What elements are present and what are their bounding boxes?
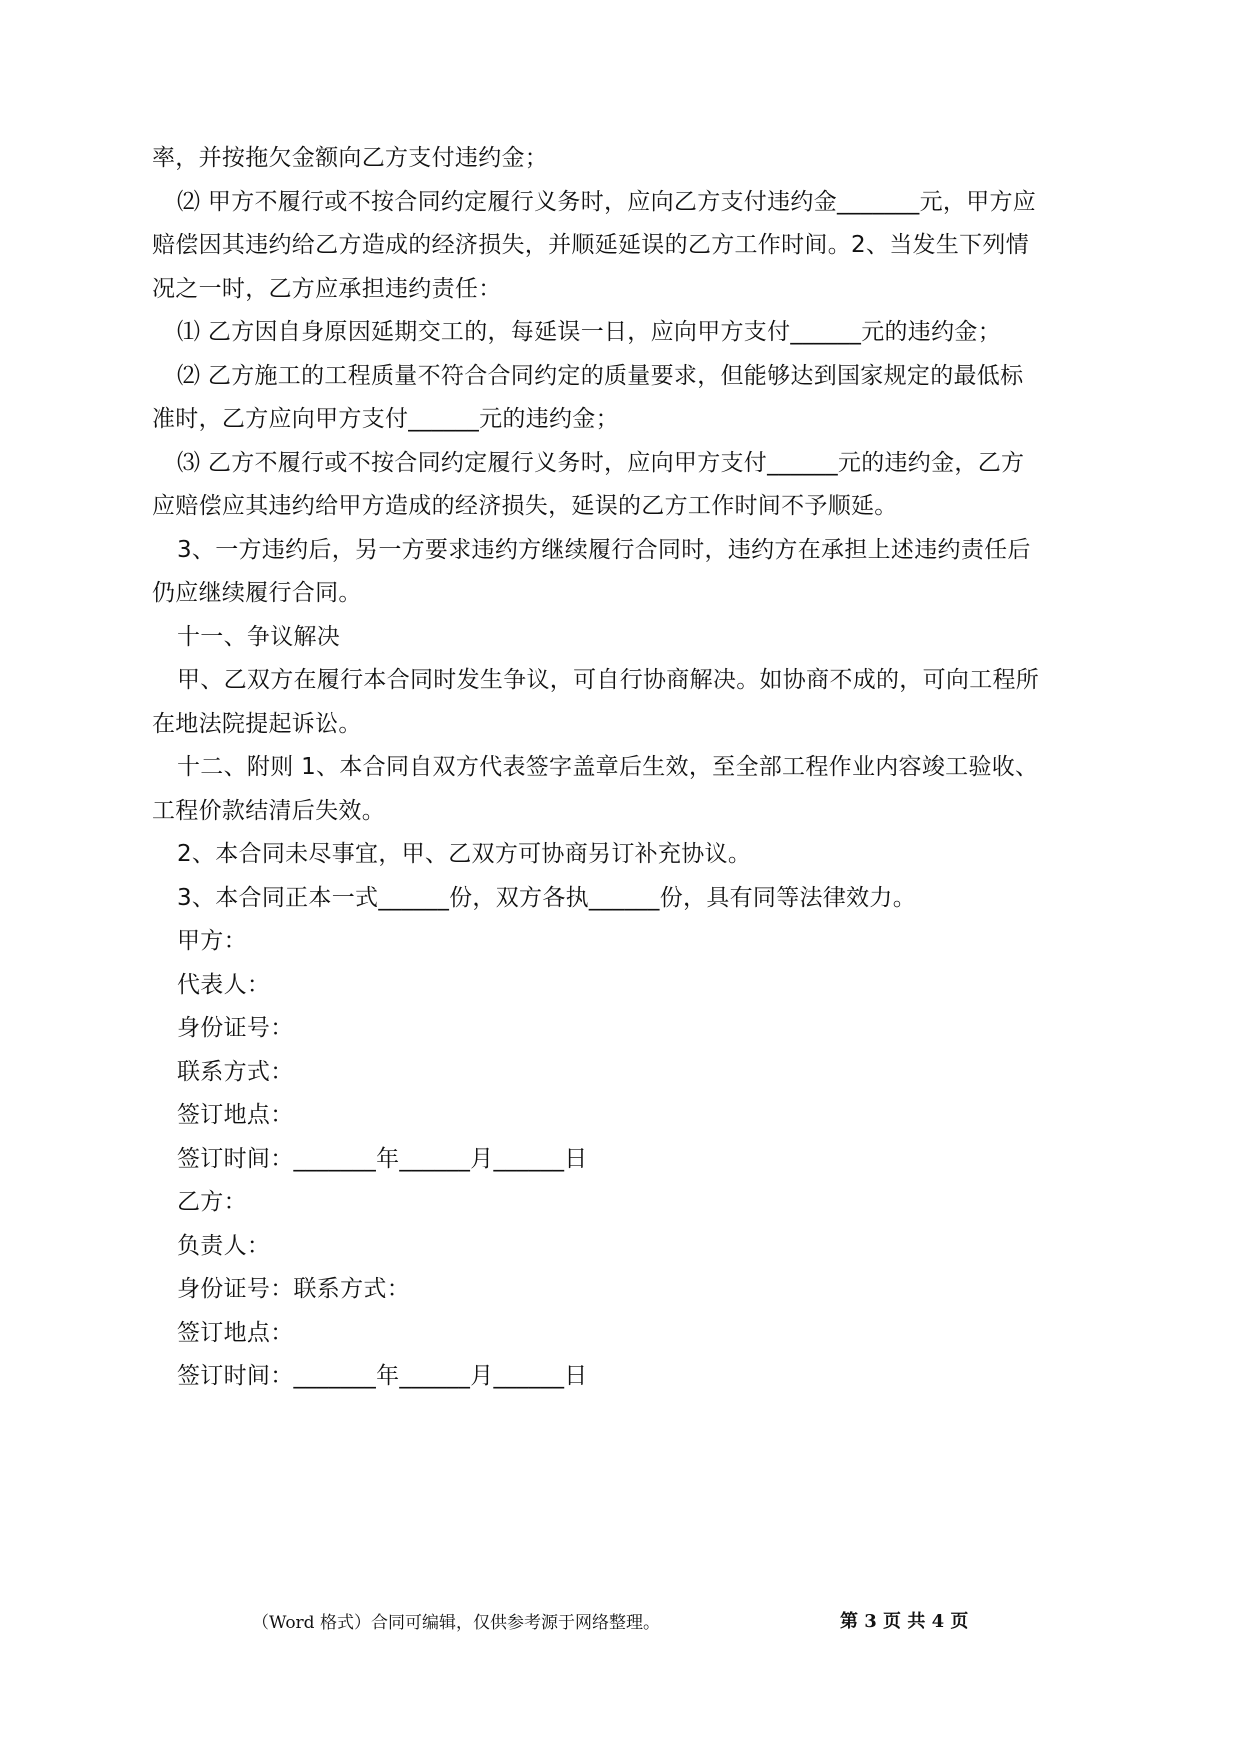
body-line: 率，并按拖欠金额向乙方支付违约金； [152, 145, 549, 171]
footer-note: （Word 格式）合同可编辑，仅供参考源于网络整理。 [252, 1613, 660, 1633]
signature-field: 签订时间：_______年______月______日 [177, 1146, 588, 1172]
section-heading: 十一、争议解决 [177, 624, 341, 650]
body-line: 工程价款结清后失效。 [152, 798, 385, 824]
signature-field: 签订地点： [177, 1320, 294, 1346]
signature-field: 甲方： [177, 928, 247, 954]
body-line: 准时，乙方应向甲方支付______元的违约金； [152, 406, 619, 432]
body-line: 况之一时，乙方应承担违约责任： [152, 276, 502, 302]
signature-field: 负责人： [177, 1233, 271, 1259]
signature-field: 代表人： [177, 972, 271, 998]
body-line: 应赔偿应其违约给甲方造成的经济损失，延误的乙方工作时间不予顺延。 [152, 493, 898, 519]
body-line: 甲、乙双方在履行本合同时发生争议，可自行协商解决。如协商不成的，可向工程所 [177, 667, 1040, 693]
signature-field: 身份证号： [177, 1015, 294, 1041]
signature-field: 签订地点： [177, 1102, 294, 1128]
body-line: ⑴ 乙方因自身原因延期交工的，每延误一日，应向甲方支付______元的违约金； [177, 319, 1002, 345]
body-line: ⑶ 乙方不履行或不按合同约定履行义务时，应向甲方支付______元的违约金，乙方 [177, 450, 1025, 476]
body-line: 仍应继续履行合同。 [152, 580, 362, 606]
body-line: 2、本合同未尽事宜，甲、乙双方可协商另订补充协议。 [177, 841, 752, 867]
signature-field: 联系方式： [177, 1059, 294, 1085]
signature-field: 乙方： [177, 1189, 247, 1215]
body-line: ⑵ 乙方施工的工程质量不符合合同约定的质量要求，但能够达到国家规定的最低标 [177, 363, 1024, 389]
body-line: 3、本合同正本一式______份，双方各执______份，具有同等法律效力。 [177, 885, 917, 911]
signature-field: 签订时间：_______年______月______日 [177, 1363, 588, 1389]
signature-field: 身份证号：联系方式： [177, 1276, 410, 1302]
body-line: 十二、附则 1、本合同自双方代表签字盖章后生效，至全部工程作业内容竣工验收、 [177, 754, 1039, 780]
page-number: 第 3 页 共 4 页 [840, 1611, 969, 1632]
body-line: 在地法院提起诉讼。 [152, 711, 362, 737]
body-line: 3、一方违约后，另一方要求违约方继续履行合同时，违约方在承担上述违约责任后 [177, 537, 1031, 563]
body-line: ⑵ 甲方不履行或不按合同约定履行义务时，应向乙方支付违约金_______元，甲方应 [177, 189, 1037, 215]
body-line: 赔偿因其违约给乙方造成的经济损失，并顺延延误的乙方工作时间。2、当发生下列情 [152, 232, 1030, 258]
